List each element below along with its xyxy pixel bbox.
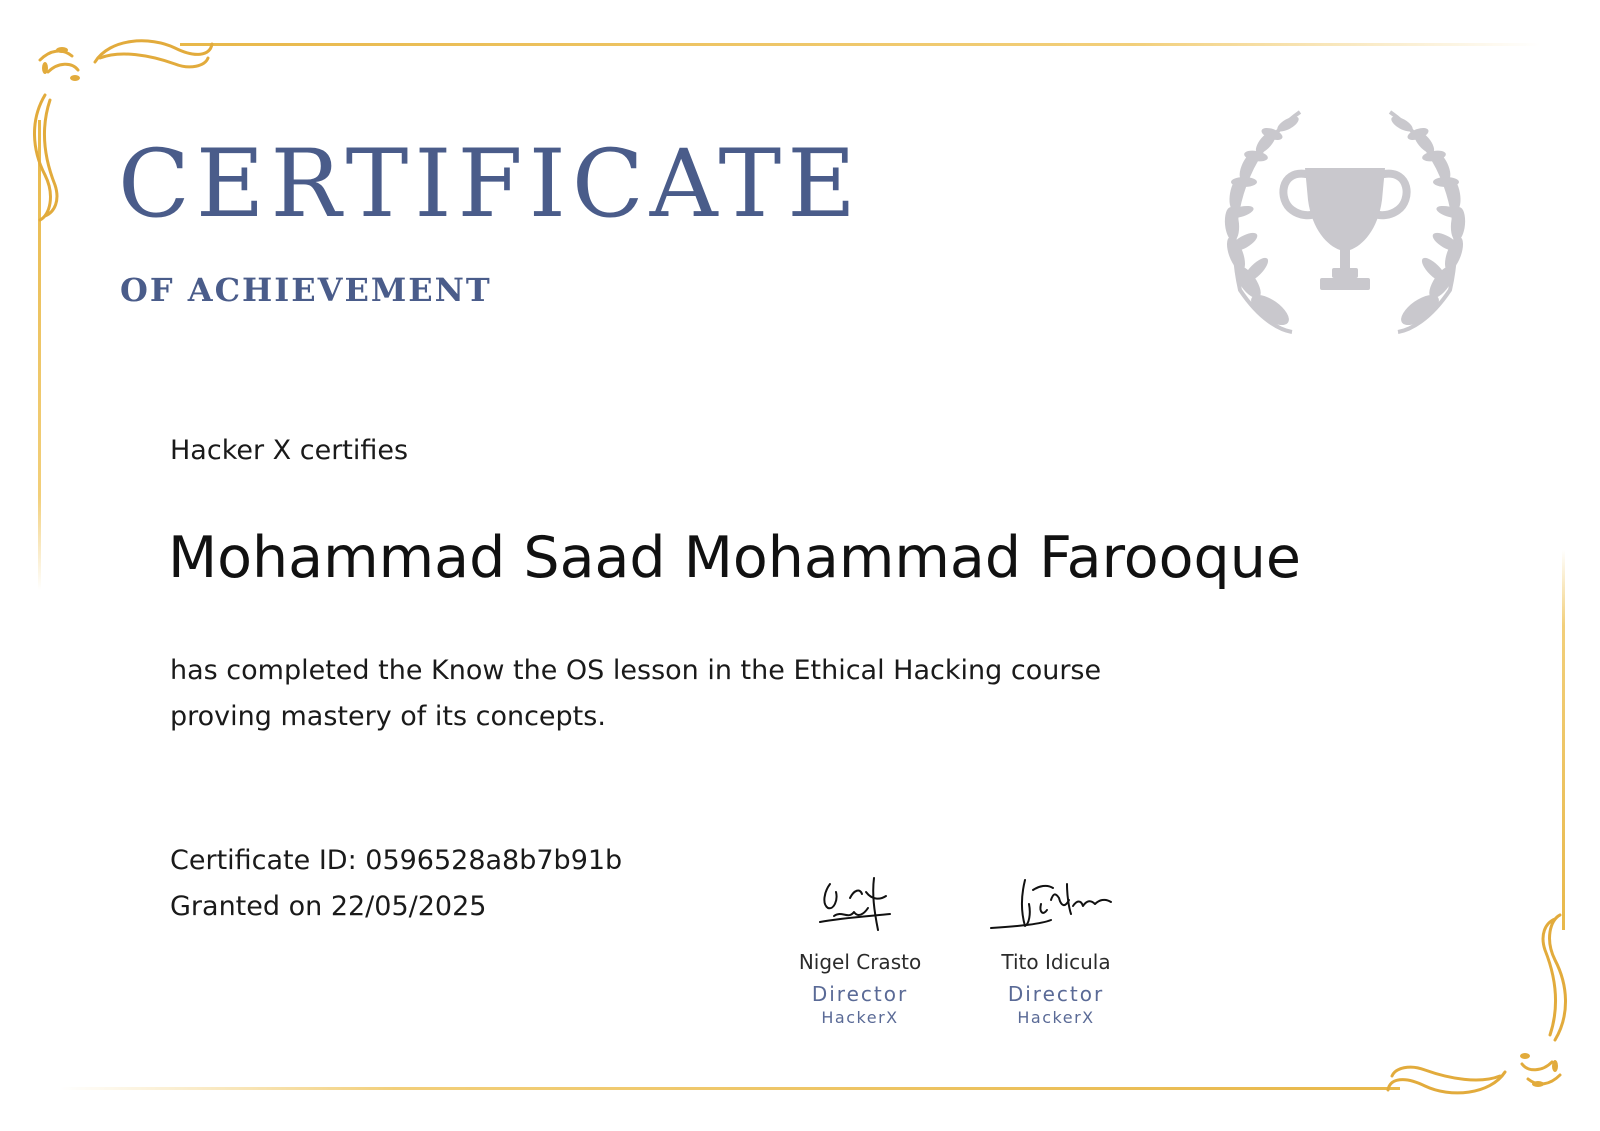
granted-date: Granted on 22/05/2025 xyxy=(170,891,487,922)
signatory-role: Director xyxy=(1007,982,1105,1006)
achievement-description xyxy=(170,648,1150,740)
recipient-name: Mohammad Saad Mohammad Farooque xyxy=(168,525,1301,591)
signatory-1 xyxy=(760,870,960,1026)
certificate-meta xyxy=(170,838,622,930)
signatory-org: HackerX xyxy=(821,1008,899,1027)
certificate-id: Certificate ID: 0596528a8b7b91b xyxy=(170,845,623,876)
trophy-laurel-icon xyxy=(1200,100,1490,350)
certificate-subtitle: OF ACHIEVEMENT xyxy=(120,271,492,309)
certificate-title: CERTIFICATE xyxy=(118,130,862,239)
issuer-line: Hacker X certifies xyxy=(170,435,409,466)
corner-flourish-bottom-right xyxy=(1388,915,1566,1093)
signatory-2 xyxy=(956,870,1156,1026)
signature-tito-idicula xyxy=(981,870,1131,940)
signature-nigel-crasto xyxy=(790,870,930,940)
description-line-2: proving mastery of its concepts. xyxy=(170,701,606,732)
description-line-1: has completed the Know the OS lesson in the Ethical Hacking course xyxy=(170,655,1102,686)
signatory-name: Tito Idicula xyxy=(1001,950,1111,974)
signatory-role: Director xyxy=(811,982,909,1006)
signatory-org: HackerX xyxy=(1017,1008,1095,1027)
signatory-name: Nigel Crasto xyxy=(798,950,922,974)
